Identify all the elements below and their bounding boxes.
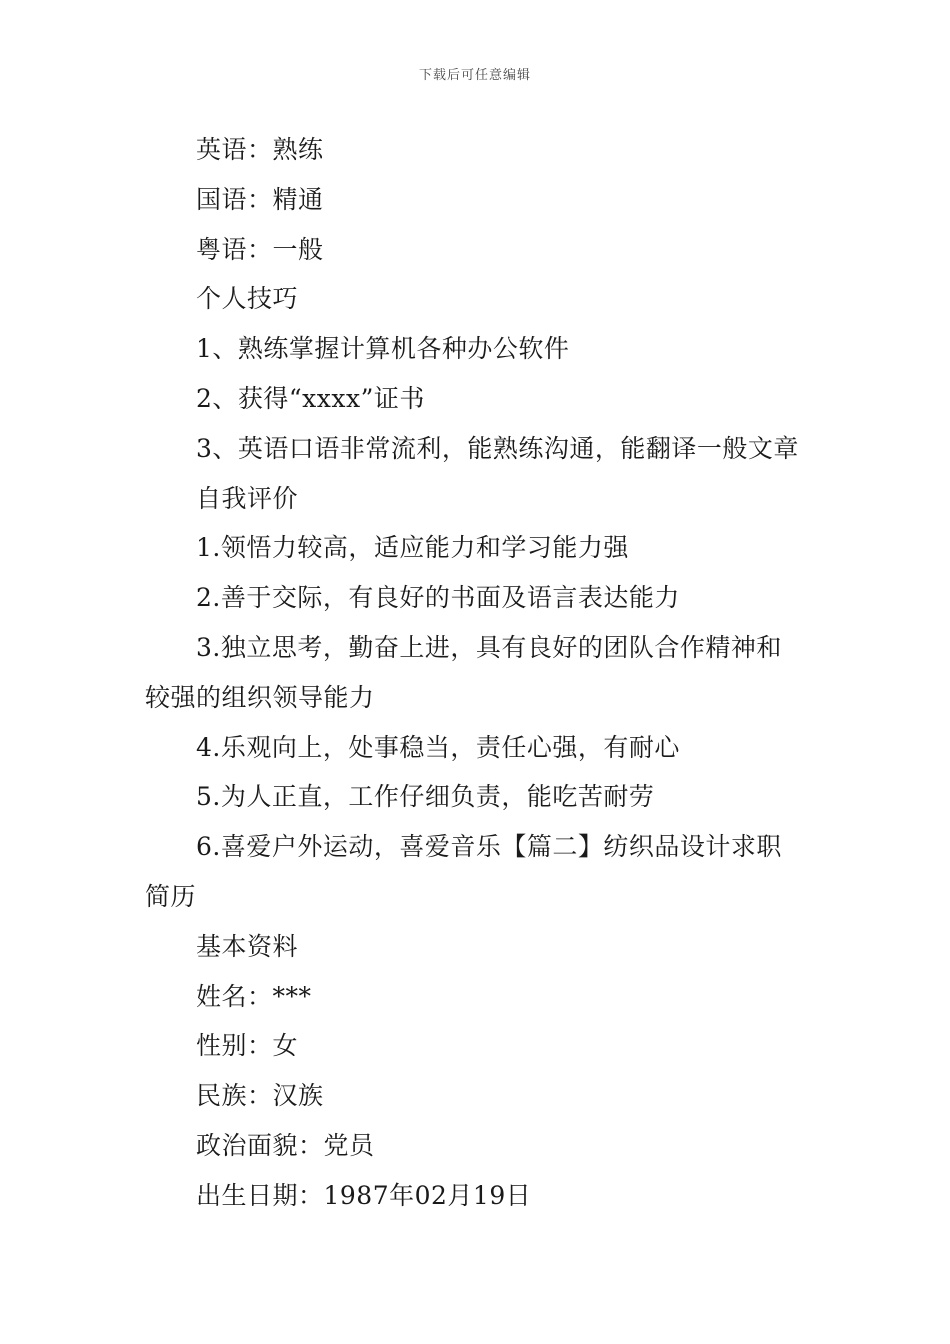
document-body (145, 125, 815, 1221)
info-political-status: 政治面貌：党员 (196, 1130, 375, 1160)
evaluation-item-5: 5.为人正直，工作仔细负责，能吃苦耐劳 (196, 782, 655, 812)
section-heading-skills: 个人技巧 (196, 284, 299, 314)
info-birth-date: 出生日期：1987年02月19日 (196, 1180, 532, 1210)
language-mandarin: 国语：精通 (196, 184, 324, 214)
section-heading-self-evaluation: 自我评价 (196, 483, 299, 513)
section-heading-basic-info: 基本资料 (196, 931, 299, 961)
evaluation-item-3-continued: 较强的组织领导能力 (145, 682, 375, 712)
skill-item-1: 1、熟练掌握计算机各种办公软件 (196, 334, 570, 364)
info-name: 姓名：*** (196, 981, 312, 1011)
info-gender: 性别：女 (196, 1031, 299, 1061)
evaluation-item-6: 6.喜爱户外运动，喜爱音乐【篇二】纺织品设计求职 (196, 832, 782, 862)
evaluation-item-1: 1.领悟力较高，适应能力和学习能力强 (196, 533, 629, 563)
evaluation-item-6-continued: 简历 (145, 881, 197, 911)
evaluation-item-2: 2.善于交际，有良好的书面及语言表达能力 (196, 583, 680, 613)
evaluation-item-4: 4.乐观向上，处事稳当，责任心强，有耐心 (196, 732, 680, 762)
language-english: 英语：熟练 (196, 135, 324, 164)
skill-item-3: 3、英语口语非常流利，能熟练沟通，能翻译一般文章 (196, 433, 799, 463)
page-header-text: 下载后可任意编辑 (418, 68, 531, 83)
skill-item-2: 2、获得“xxxx”证书 (196, 383, 425, 413)
evaluation-item-3: 3.独立思考，勤奋上进，具有良好的团队合作精神和 (196, 632, 782, 662)
language-cantonese: 粤语：一般 (196, 234, 324, 264)
info-ethnicity: 民族：汉族 (196, 1081, 324, 1111)
